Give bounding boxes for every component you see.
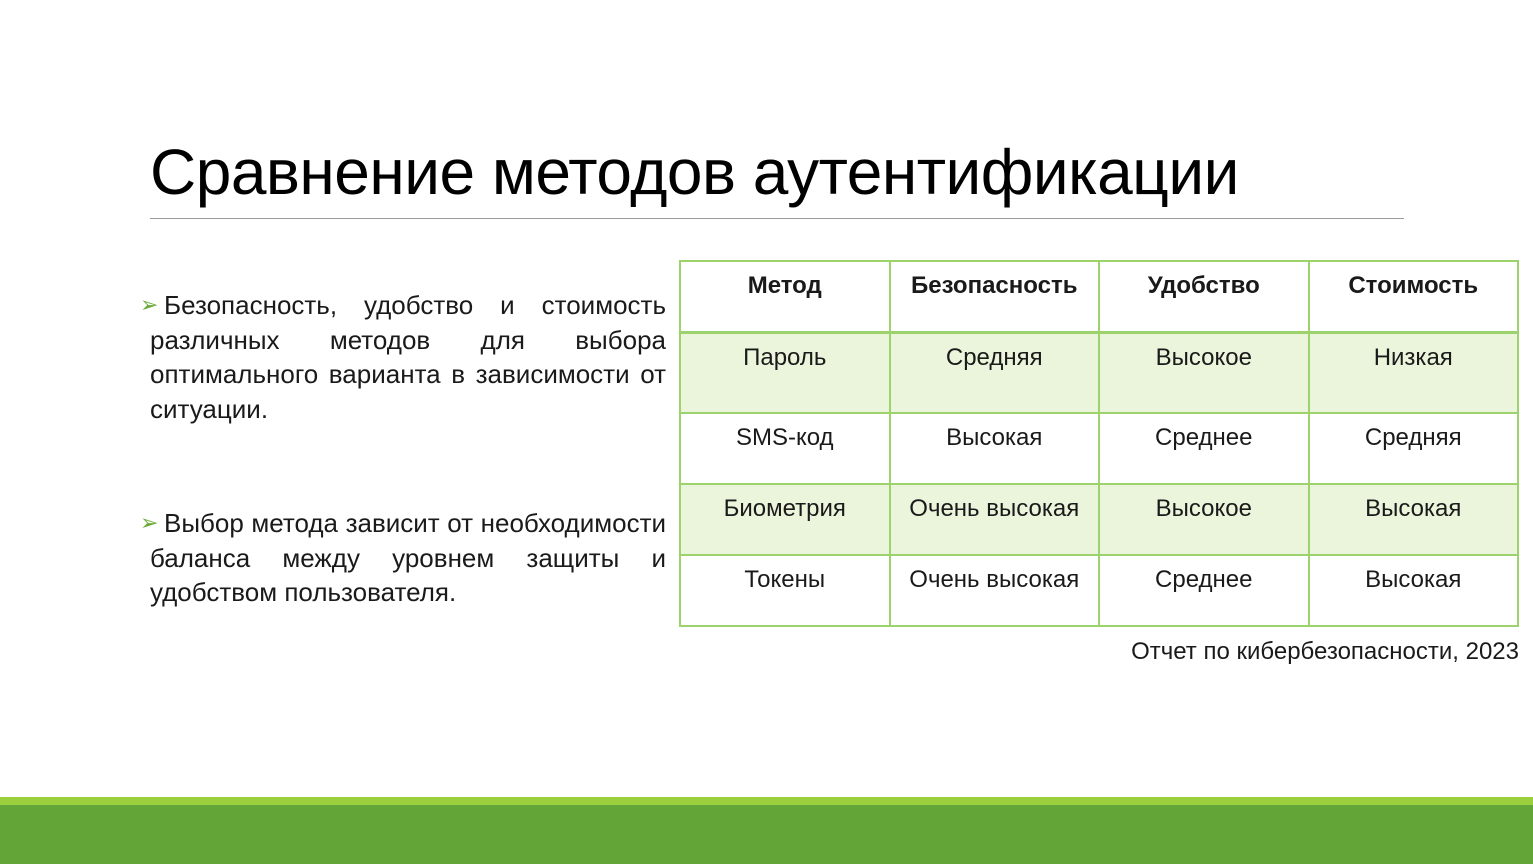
title-divider bbox=[150, 218, 1404, 219]
table-cell: Средняя bbox=[890, 332, 1100, 413]
slide-title: Сравнение методов аутентификации bbox=[150, 136, 1239, 208]
bullet-list bbox=[140, 288, 666, 610]
comparison-table bbox=[679, 260, 1519, 627]
table-header-row bbox=[680, 261, 1518, 332]
column-header-method: Метод bbox=[680, 261, 890, 332]
table-row bbox=[680, 484, 1518, 555]
column-header-security: Безопасность bbox=[890, 261, 1100, 332]
table-cell: SMS-код bbox=[680, 413, 890, 484]
bullet-text: Выбор метода зависит от необходимости баланса между уровнем защиты и удобством пользователя. bbox=[150, 508, 666, 607]
table-cell: Средняя bbox=[1309, 413, 1519, 484]
table-row bbox=[680, 413, 1518, 484]
bullet-item bbox=[140, 288, 666, 426]
table-cell: Высокая bbox=[890, 413, 1100, 484]
source-caption: Отчет по кибербезопасности, 2023 bbox=[1131, 638, 1519, 665]
bullet-text: Безопасность, удобство и стоимость различных методов для выбора оптимального варианта в зависимости от ситуации. bbox=[150, 290, 666, 424]
table-cell: Пароль bbox=[680, 332, 890, 413]
footer-accent-bar bbox=[0, 797, 1533, 805]
bullet-item bbox=[140, 506, 666, 610]
column-header-convenience: Удобство bbox=[1099, 261, 1309, 332]
table-cell: Очень высокая bbox=[890, 484, 1100, 555]
table-cell: Низкая bbox=[1309, 332, 1519, 413]
table-cell: Среднее bbox=[1099, 413, 1309, 484]
table-cell: Очень высокая bbox=[890, 555, 1100, 626]
table-cell: Высокая bbox=[1309, 555, 1519, 626]
table-cell: Токены bbox=[680, 555, 890, 626]
table-cell: Высокое bbox=[1099, 332, 1309, 413]
column-header-cost: Стоимость bbox=[1309, 261, 1519, 332]
arrow-bullet-icon: ➢ bbox=[140, 292, 159, 317]
arrow-bullet-icon: ➢ bbox=[140, 510, 159, 535]
table-row bbox=[680, 555, 1518, 626]
table-cell: Высокая bbox=[1309, 484, 1519, 555]
table-cell: Биометрия bbox=[680, 484, 890, 555]
table-cell: Высокое bbox=[1099, 484, 1309, 555]
table-row bbox=[680, 332, 1518, 413]
footer-bar bbox=[0, 805, 1533, 864]
table-cell: Среднее bbox=[1099, 555, 1309, 626]
